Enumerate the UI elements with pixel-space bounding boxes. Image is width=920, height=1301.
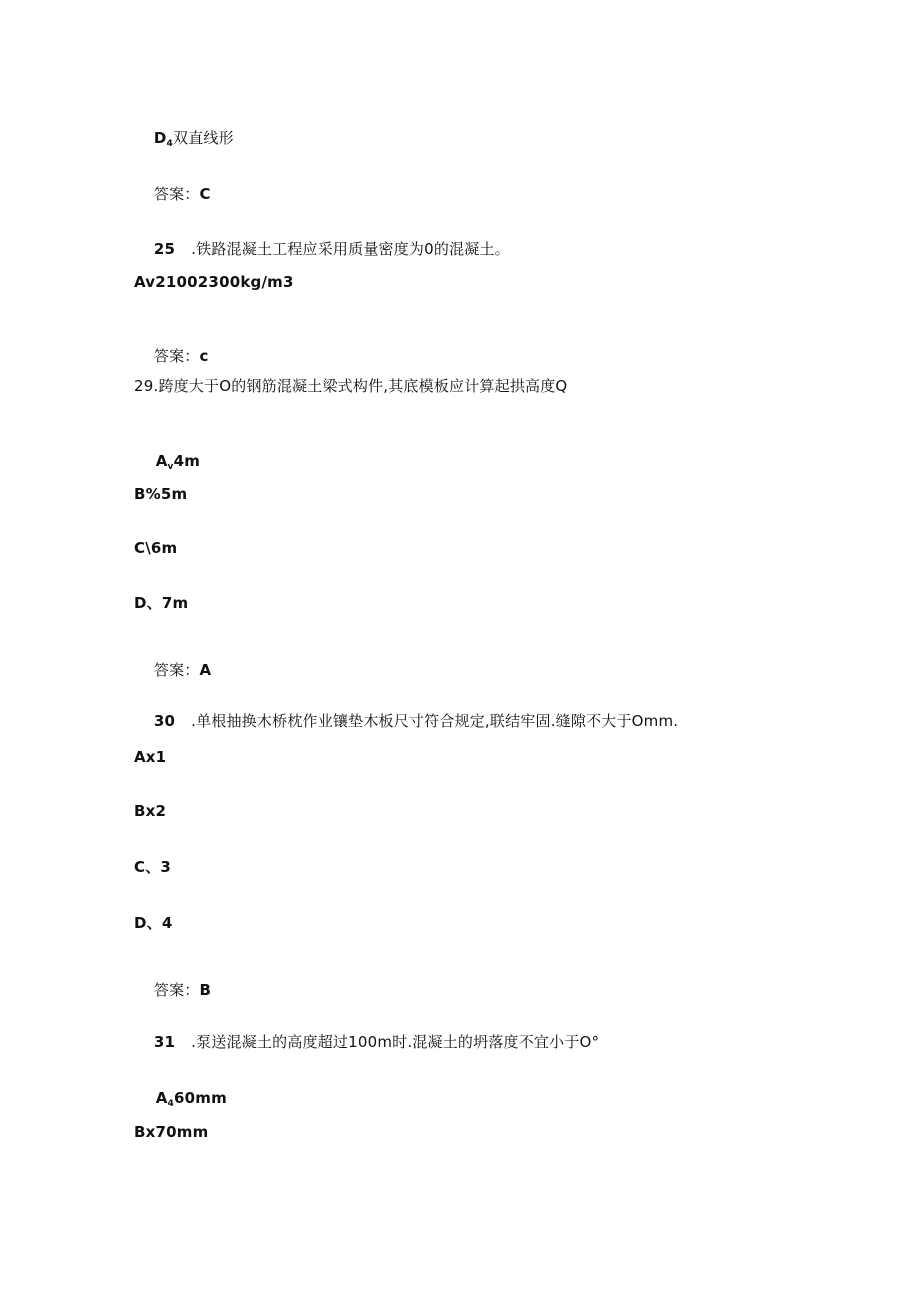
option-text: 双直线形 <box>173 129 234 147</box>
option-subscript: 4 <box>167 1099 174 1109</box>
answer-value: C <box>199 185 211 203</box>
option-c-line: C、3 <box>134 858 172 876</box>
answer-value: c <box>199 347 209 365</box>
option-b-line: B%5m <box>134 485 188 503</box>
answer-label: 答案： <box>153 661 200 679</box>
answer-value: B <box>199 981 212 999</box>
question-number: 30 <box>153 712 176 730</box>
question-text: .单根抽换木桥枕作业镶垫木板尺寸符合规定,联结牢固.缝隙不大于Omm. <box>191 712 679 730</box>
answer-line <box>134 960 211 1020</box>
answer-line <box>134 164 211 224</box>
option-a-line: Av21002300kg/m3 <box>134 273 294 291</box>
question-text: .泵送混凝土的高度超过100m时.混凝土的坍落度不宜小于O° <box>191 1033 600 1051</box>
answer-label: 答案： <box>153 347 200 365</box>
option-letter: D <box>153 129 167 147</box>
answer-label: 答案： <box>153 185 200 203</box>
question-25 <box>134 219 510 279</box>
option-text: 60mm <box>173 1089 227 1107</box>
answer-label: 答案： <box>153 981 200 999</box>
option-c-line: C\6m <box>134 539 178 557</box>
option-d-line: D、4 <box>134 914 173 932</box>
option-subscript: 4 <box>166 139 173 149</box>
option-b-line: Bx70mm <box>134 1123 209 1141</box>
answer-value: A <box>199 661 212 679</box>
question-number: 25 <box>153 240 176 258</box>
option-text: 4m <box>173 452 201 470</box>
question-text: .铁路混凝土工程应采用质量密度为0的混凝土。 <box>191 240 510 258</box>
option-letter: A <box>155 452 168 470</box>
option-a-line: Ax1 <box>134 748 167 766</box>
option-d-line: D、7m <box>134 594 189 612</box>
question-31 <box>134 1012 599 1072</box>
option-subscript: v <box>167 462 174 472</box>
question-number: 31 <box>153 1033 176 1051</box>
question-30 <box>134 691 678 751</box>
option-b-line: Bx2 <box>134 802 167 820</box>
question-29: 29.跨度大于O的钢筋混凝土梁式构件,其底模板应计算起拱高度Q <box>134 377 568 395</box>
option-letter: A <box>155 1089 168 1107</box>
